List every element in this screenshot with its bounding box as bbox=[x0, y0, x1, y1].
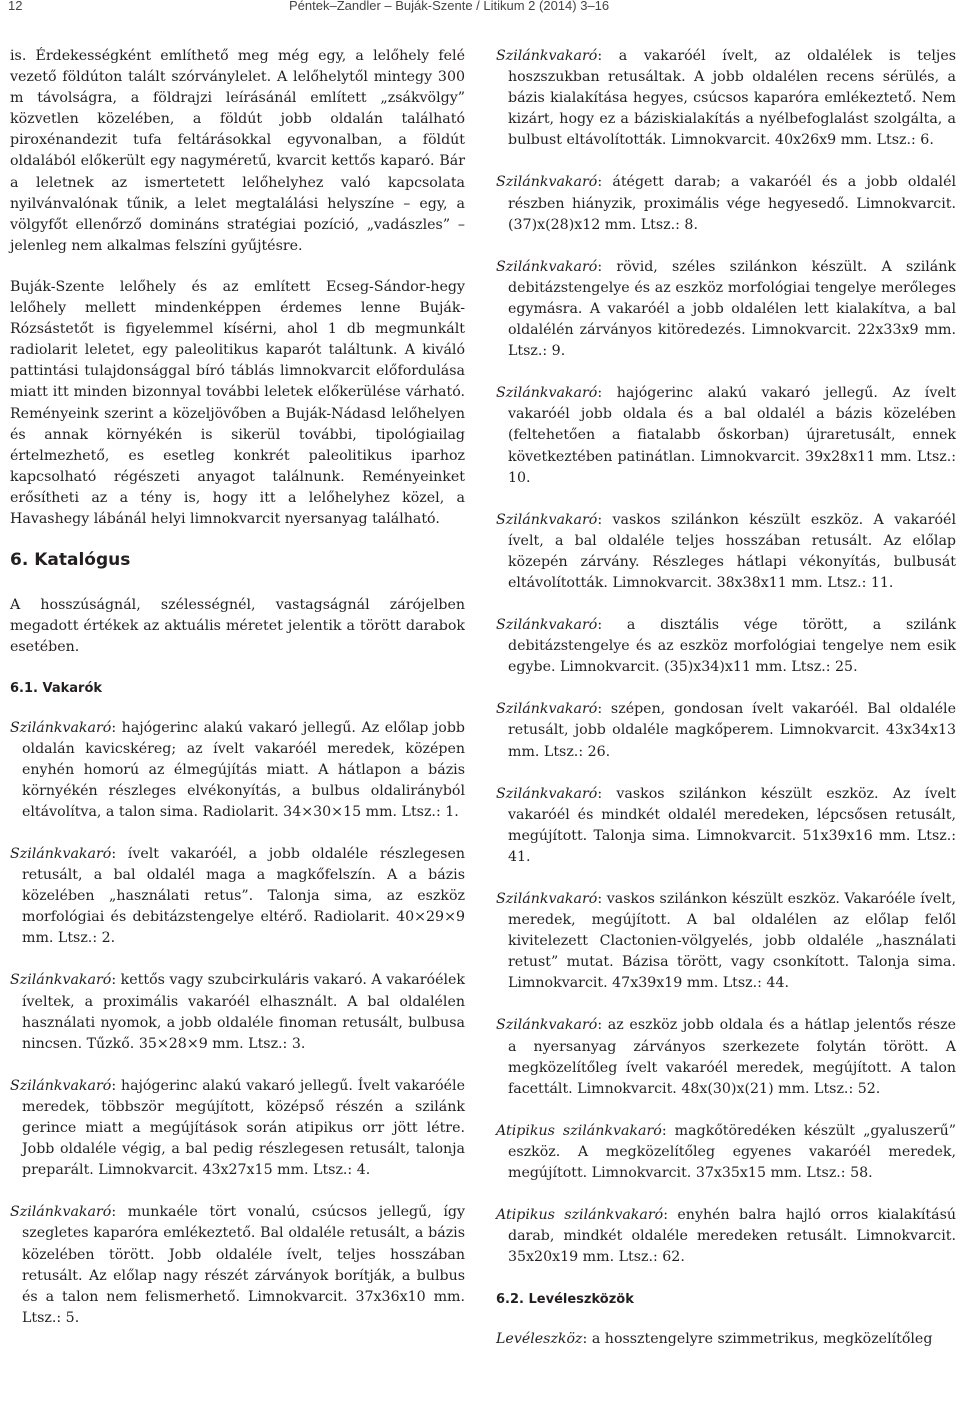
catalog-entry bbox=[496, 1329, 956, 1350]
entry-text: : a hossztengelyre szimmetrikus, megközelítőleg bbox=[582, 1330, 933, 1347]
entry-lead: Szilánkvakaró bbox=[496, 617, 598, 634]
subsection-heading: 6.1. Vakarók bbox=[10, 681, 103, 697]
subsection-heading: 6.2. Levéleszközök bbox=[496, 1292, 634, 1308]
catalog-entry bbox=[496, 510, 956, 594]
catalog-entry bbox=[496, 172, 956, 235]
entry-text: : átégett darab; a vakaróél és a jobb oldalél részben hiányzik, proximális vége hegyesedő. Limnokvarcit. (37)x(28)x12 mm. Ltsz.: 8. bbox=[508, 174, 956, 233]
entry-text: : szépen, gondosan ívelt vakaróél. Bal oldaléle retusált, jobb oldaléle magkőperem. Limnokvarcit. 43x34x13 mm. Ltsz.: 26. bbox=[508, 701, 956, 760]
entry-text: : vaskos szilánkon készült eszköz. A vakaróél ívelt, a bal oldaléle teljes hosszában retusált. Az előlap közepén zárvány. Részleges hátlapi vékonyítás, bulbusát eltávolították. Limnokvarcit. 38x38x11 mm. Ltsz.: 11. bbox=[508, 511, 956, 591]
entry-text: : a disztális vége törött, a szilánk debitázstengelye és az eszköz morfológiai tengelye nem esik egybe. Limnokvarcit. (35)x34)x11 mm. Ltsz.: 25. bbox=[508, 617, 956, 676]
entry-lead: Atipikus szilánkvakaró bbox=[496, 1207, 664, 1224]
catalog-entry bbox=[496, 257, 956, 362]
entry-lead: Szilánkvakaró bbox=[10, 719, 112, 736]
catalog-entry bbox=[10, 1076, 465, 1181]
section-intro: A hosszúságnál, szélességnél, vastagságnál zárójelben megadott értékek az aktuális méretet jelentik a törött darabok esetében. bbox=[10, 597, 465, 656]
entry-lead: Szilánkvakaró bbox=[496, 511, 598, 528]
entry-text: : magkőtöredéken készült „gyaluszerű” eszköz. A megközelítőleg egyenes vakaróél meredek, megújított. Limnokvarcit. 37x35x15 mm. Ltsz.: 58. bbox=[508, 1122, 956, 1182]
entry-text: : hajógerinc alakú vakaró jellegű. Az előlap jobb oldalán kavicskéreg; az ívelt vakaróél meredek, középen enyhén homorú az élmegújítás miatt. A hátlapon a bázis környékén részleges elvékonyítás, a bulbus oldalirányból eltávolítva, a talon sima. Radiolarit. 34×30×15 mm. Ltsz.: 1. bbox=[22, 719, 465, 820]
catalog-entry bbox=[496, 1015, 956, 1099]
catalog-entry bbox=[496, 383, 956, 488]
catalog-entry bbox=[10, 1202, 465, 1329]
catalog-entry bbox=[496, 699, 956, 762]
catalog-entry bbox=[496, 46, 956, 151]
entry-text: : hajógerinc alakú vakaró jellegű. Az ívelt vakaróél jobb oldala és a bal oldalél a bázis közelében (feltehetően a fiatalabb őskorban) újraretusált, ennek következtében patinátlan. Limnokvarcit. 39x28x11 mm. Ltsz.: 10. bbox=[508, 385, 956, 486]
entry-lead: Levéleszköz bbox=[496, 1330, 583, 1347]
entry-lead: Szilánkvakaró bbox=[496, 701, 598, 718]
left-column bbox=[10, 46, 465, 1350]
entry-lead: Szilánkvakaró bbox=[496, 385, 598, 402]
entry-lead: Szilánkvakaró bbox=[496, 174, 598, 191]
entry-text: : ívelt vakaróél, a jobb oldaléle részlegesen retusált, a bal oldalél maga a magkőfelszín. A a bázis közelében „használati retus”. Talonja sima, az eszköz morfológiai és debitázstengelye eltérő. Radiolarit. 40×29×9 mm. Ltsz.: 2. bbox=[22, 846, 465, 947]
entry-lead: Szilánkvakaró bbox=[496, 1017, 598, 1034]
catalog-entry bbox=[496, 889, 956, 994]
running-header bbox=[0, 0, 960, 22]
body-paragraph: Buják-Szente lelőhely és az említett Ecseg-Sándor-hegy lelőhely mellett mindenképpen érdemes lenne Buják-Rózsástetőt is figyelemmel kísérni, ahol 1 db megmunkált radiolarit leletet, egy paleolitikus kaparót találtunk. A kiváló pattintási tulajdonsággal bíró táblás limnokvarcit előfordulása miatt itt minden bizonnyal további leletek előkerülése várható. Reményeink szerint a közeljövőben a Buják-Nádasd lelőhelyen és annak környékén is sikerül további, tipológiailag értelmezhető, es esetleg konkrét paleolitikus iparhoz kapcsolható régészeti anyagot találnunk. Reményeinket erősítheti az a tény is, hogy itt a lelőhelyhez közel, a Havashegy lábánál helyi limnokvarcit nyersanyag található. bbox=[10, 278, 465, 527]
entry-text: : az eszköz jobb oldala és a hátlap jelentős része a nyersanyag zárványos szerkezete folytán törött. A megközelítőleg ívelt vakaróél meredek, megújított. A talon facettált. Limnokvarcit. 48x(30)x(21) mm. Ltsz.: 52. bbox=[508, 1017, 956, 1097]
catalog-entry bbox=[496, 615, 956, 678]
entry-lead: Szilánkvakaró bbox=[496, 48, 598, 64]
entry-lead: Szilánkvakaró bbox=[496, 891, 598, 907]
catalog-entry bbox=[10, 970, 465, 1054]
entry-text: : a vakaróél ívelt, az oldalélek is teljes hoszszukban retusáltak. A jobb oldalélen recens sérülés, a bázis kialakítása hegyes, csúcsos kaparóra emlékeztető. Nem kizárt, hogy ez a báziskialakítás a nyélbefoglalást szolgálta, a bulbust eltávolították. Limnokvarcit. 40x26x9 mm. Ltsz.: 6. bbox=[508, 48, 956, 149]
catalog-entry bbox=[10, 718, 465, 823]
catalog-entry bbox=[496, 784, 956, 868]
right-column bbox=[496, 46, 956, 1371]
entry-text: : vaskos szilánkon készült eszköz. Az ívelt vakaróél és mindkét oldalél meredeken, lépcsősen retusált, megújított. Talonja sima. Limnokvarcit. 51x39x16 mm. Ltsz.: 41. bbox=[508, 785, 956, 865]
running-title: Péntek–Zandler – Buják-Szente / Litikum 2 (2014) 3–16 bbox=[289, 0, 610, 13]
entry-text: : vaskos szilánkon készült eszköz. Vakaróéle ívelt, meredek, megújított. A bal oldalélen az előlap felől kivitelezett Clactonien-völgyelés, jobb oldaléle „használati retust” mutat. Bázisa törött, vagy csonkított. Talonja sima. Limnokvarcit. 47x39x19 mm. Ltsz.: 44. bbox=[508, 891, 956, 992]
page-number: 12 bbox=[8, 0, 23, 13]
entry-lead: Szilánkvakaró bbox=[10, 1077, 112, 1094]
catalog-entry bbox=[496, 1205, 956, 1268]
body-paragraph: is. Érdekességként említhető meg még egy, a lelőhely felé vezető földúton talált szórványlelet. A lelőhelytől mintegy 300 m távolságra, a földrajzi leírásánál említett „zsákvölgy” közvetlen közelében, a földút jobb oldalán található piroxénandezit tufa feltárásokkal egyvonalban, a földút oldalából előkerült egy nagyméretű, kvarcit kettős kaparó. Bár a leletnek az ismertetett lelőhelyhez való kapcsolata nyilvánvalónak tűnik, a lelet megtalálási helyszíne – egy, a völgyfőt ellenőrző domináns stratégiai pozíció, „vadászles” – jelenleg nem alkalmas felszíni gyűjtésre. bbox=[10, 48, 465, 254]
entry-text: : enyhén balra hajló orros kialakítású darab, mindkét oldaléle meredeken retusált. Limnokvarcit. 35x20x19 mm. Ltsz.: 62. bbox=[508, 1207, 956, 1266]
entry-lead: Szilánkvakaró bbox=[496, 785, 598, 802]
entry-lead: Szilánkvakaró bbox=[496, 258, 598, 275]
catalog-entry bbox=[10, 844, 465, 949]
entry-lead: Atipikus szilánkvakaró bbox=[496, 1122, 662, 1139]
catalog-entry bbox=[496, 1121, 956, 1184]
entry-lead: Szilánkvakaró bbox=[10, 846, 112, 862]
section-heading: 6. Katalógus bbox=[10, 550, 131, 571]
entry-lead: Szilánkvakaró bbox=[10, 972, 112, 989]
entry-text: : hajógerinc alakú vakaró jellegű. Ívelt vakaróéle meredek, többször megújított, középső részén a szilánk gerince miatt a megújítások során atipikus orr jött létre. Jobb oldaléle végig, a bal pedig részlegesen retusált, talonja preparált. Limnokvarcit. 43x27x15 mm. Ltsz.: 4. bbox=[22, 1077, 465, 1179]
entry-text: : kettős vagy szubcirkuláris vakaró. A vakaróélek íveltek, a proximális vakaróél elhasznált. A bal oldalélen használati nyomok, a jobb oldaléle finoman retusált, bulbusa nincsen. Tűzkő. 35×28×9 mm. Ltsz.: 3. bbox=[22, 972, 465, 1052]
entry-text: : rövid, széles szilánkon készült. A szilánk debitázstengelye és az eszköz morfológiai tengelye merőleges egymásra. A vakaróél a jobb oldalélen lett kialakítva, a bal oldalélén zárványos kitöredezés. Limnokvarcit. 22x33x9 mm. Ltsz.: 9. bbox=[508, 258, 956, 360]
entry-text: : munkaéle tört vonalú, csúcsos jellegű, így szegletes kaparóra emlékeztető. Bal oldaléle retusált, a bázis közelében törött. Jobb oldaléle ívelt, teljes hosszában retusált. Az előlap nagy részét zárványok borítják, a bulbus és a talon nem felismerhető. Limnokvarcit. 37x36x10 mm. Ltsz.: 5. bbox=[22, 1204, 465, 1326]
entry-lead: Szilánkvakaró bbox=[10, 1204, 112, 1221]
